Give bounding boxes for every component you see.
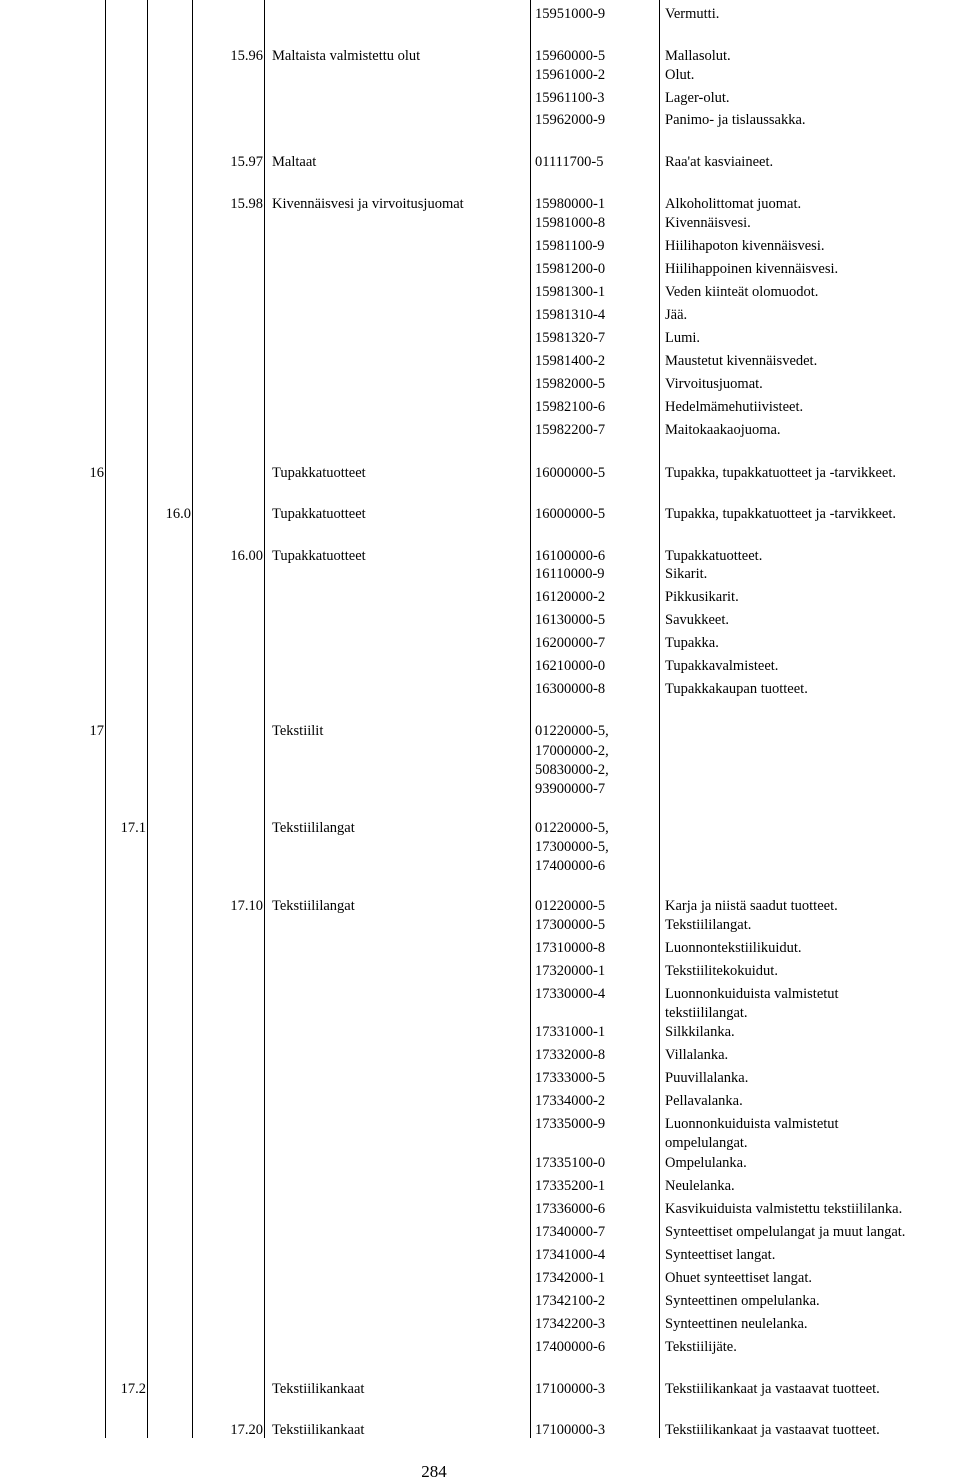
- cpv-code: 15981200-0: [535, 261, 606, 277]
- table-row: [0, 374, 960, 394]
- table-row: [0, 984, 960, 1004]
- cpv-description: Pikkusikarit.: [665, 589, 739, 605]
- table-row: [0, 305, 960, 325]
- section-number: 16.0: [165, 506, 191, 522]
- cpv-code: 15981300-1: [535, 284, 606, 300]
- cpv-code: 17342100-2: [535, 1293, 606, 1309]
- cpv-code: 17336000-6: [535, 1201, 606, 1217]
- cpv-description: Synteettinen neulelanka.: [665, 1316, 808, 1332]
- cpv-description: Tupakka, tupakkatuotteet ja -tarvikkeet.: [665, 465, 896, 481]
- cpv-description: Luonnontekstiilikuidut.: [665, 940, 802, 956]
- table-row: [0, 1114, 960, 1134]
- cpv-description: Maustetut kivennäisvedet.: [665, 353, 818, 369]
- cpv-code: 15961100-3: [535, 90, 605, 106]
- table-row: [0, 328, 960, 348]
- cpv-code: 16300000-8: [535, 681, 606, 697]
- table-row: [0, 213, 960, 233]
- table-row: [0, 1068, 960, 1088]
- cpv-code: 15982000-5: [535, 376, 606, 392]
- table-row: [0, 656, 960, 676]
- table-row: [0, 587, 960, 607]
- table-row: [0, 1245, 960, 1265]
- cpv-description: Virvoitusjuomat.: [665, 376, 763, 392]
- cpv-code: 16110000-9: [535, 566, 605, 582]
- cpv-description: Olut.: [665, 67, 695, 83]
- cpv-code: 15981000-8: [535, 215, 606, 231]
- table-row: [0, 504, 960, 524]
- cpv-code: 17300000-5: [535, 917, 606, 933]
- table-row: [0, 194, 960, 214]
- table-row: [0, 1222, 960, 1242]
- cpv-code: 01220000-5,: [535, 820, 609, 836]
- cpv-code: 16130000-5: [535, 612, 606, 628]
- cpv-description: Kasvikuiduista valmistettu tekstiililanka.: [665, 1201, 903, 1217]
- cpv-code: 17330000-4: [535, 986, 606, 1002]
- cpv-code: 17335000-9: [535, 1116, 606, 1132]
- cpv-code: 17335100-0: [535, 1155, 606, 1171]
- cpv-code: 17100000-3: [535, 1381, 606, 1397]
- table-row: [0, 1268, 960, 1288]
- table-row: [0, 741, 960, 761]
- cpv-code: 15982100-6: [535, 399, 606, 415]
- table-row: [0, 760, 960, 780]
- cpv-description: Lumi.: [665, 330, 701, 346]
- cpv-description: tekstiililangat.: [665, 1005, 748, 1021]
- cpv-code: 15980000-1: [535, 196, 606, 212]
- table-row: [0, 1379, 960, 1399]
- cpv-description: Ompelulanka.: [665, 1155, 747, 1171]
- table-row: [0, 351, 960, 371]
- cpv-description: Hiilihapoton kivennäisvesi.: [665, 238, 825, 254]
- table-row: [0, 1153, 960, 1173]
- cpv-code: 16000000-5: [535, 506, 606, 522]
- cpv-description: Tupakka.: [665, 635, 719, 651]
- cpv-code: 01111700-5: [535, 154, 604, 170]
- cpv-code: 15951000-9: [535, 6, 606, 22]
- cpv-description: ompelulangat.: [665, 1135, 748, 1151]
- cpv-code: 17341000-4: [535, 1247, 606, 1263]
- table-row: [0, 1420, 960, 1440]
- section-title: Tekstiilit: [272, 723, 324, 739]
- section-title: Tekstiililangat: [272, 898, 355, 914]
- cpv-description: Tekstiilikankaat ja vastaavat tuotteet.: [665, 1422, 880, 1438]
- section-title: Tekstiilikankaat: [272, 1422, 365, 1438]
- cpv-description: Hedelmämehutiivisteet.: [665, 399, 804, 415]
- cpv-code: 17340000-7: [535, 1224, 606, 1240]
- cpv-description: Ohuet synteettiset langat.: [665, 1270, 812, 1286]
- cpv-code: 17333000-5: [535, 1070, 606, 1086]
- cpv-code: 15981400-2: [535, 353, 606, 369]
- section-number: 15.98: [230, 196, 263, 212]
- cpv-description: Synteettiset langat.: [665, 1247, 776, 1263]
- table-row: [0, 1022, 960, 1042]
- cpv-code: 17331000-1: [535, 1024, 606, 1040]
- cpv-code: 17400000-6: [535, 858, 606, 874]
- cpv-code: 15962000-9: [535, 112, 606, 128]
- cpv-code: 01220000-5,: [535, 723, 609, 739]
- table-row: [0, 1091, 960, 1111]
- section-title: Maltaat: [272, 154, 317, 170]
- table-row: [0, 236, 960, 256]
- section-number: 15.96: [230, 48, 263, 64]
- table-row: [0, 564, 960, 584]
- cpv-code: 01220000-5: [535, 898, 606, 914]
- cpv-description: Puuvillalanka.: [665, 1070, 749, 1086]
- table-row: [0, 837, 960, 857]
- table-row: [0, 110, 960, 130]
- table-row: [0, 961, 960, 981]
- table-row: [0, 1199, 960, 1219]
- section-number: 16: [89, 465, 104, 481]
- cpv-description: Tekstiilijäte.: [665, 1339, 737, 1355]
- table-row: [0, 633, 960, 653]
- cpv-description: Savukkeet.: [665, 612, 730, 628]
- table-row: [0, 721, 960, 741]
- table-row: [0, 463, 960, 483]
- cpv-code: 17320000-1: [535, 963, 606, 979]
- table-row: [0, 4, 960, 24]
- cpv-description: Vermutti.: [665, 6, 720, 22]
- section-number: 15.97: [230, 154, 263, 170]
- table-row: [0, 88, 960, 108]
- table-row: [0, 818, 960, 838]
- cpv-description: Tekstiilikankaat ja vastaavat tuotteet.: [665, 1381, 880, 1397]
- section-title: Tupakkatuotteet: [272, 548, 366, 564]
- cpv-code: 16200000-7: [535, 635, 606, 651]
- table-row: [0, 779, 960, 799]
- cpv-description: Synteettinen ompelulanka.: [665, 1293, 820, 1309]
- cpv-code: 93900000-7: [535, 781, 606, 797]
- cpv-description: Jää.: [665, 307, 688, 323]
- table-row: [0, 397, 960, 417]
- cpv-description: Sikarit.: [665, 566, 708, 582]
- cpv-description: Mallasolut.: [665, 48, 731, 64]
- cpv-description: Tupakkakaupan tuotteet.: [665, 681, 808, 697]
- cpv-description: Tekstiilitekokuidut.: [665, 963, 778, 979]
- cpv-code: 17332000-8: [535, 1047, 606, 1063]
- cpv-code: 15961000-2: [535, 67, 606, 83]
- table-row: [0, 1133, 960, 1153]
- table-row: [0, 546, 960, 566]
- cpv-description: Luonnonkuiduista valmistetut: [665, 986, 839, 1002]
- table-row: [0, 420, 960, 440]
- cpv-description: Tupakkatuotteet.: [665, 548, 763, 564]
- cpv-code: 16210000-0: [535, 658, 606, 674]
- table-row: [0, 915, 960, 935]
- table-row: [0, 259, 960, 279]
- cpv-code: 15960000-5: [535, 48, 606, 64]
- cpv-code: 15982200-7: [535, 422, 606, 438]
- cpv-code: 17000000-2,: [535, 743, 609, 759]
- table-row: [0, 1337, 960, 1357]
- table-row: [0, 856, 960, 876]
- cpv-description: Pellavalanka.: [665, 1093, 743, 1109]
- cpv-code: 17100000-3: [535, 1422, 606, 1438]
- cpv-description: Tupakka, tupakkatuotteet ja -tarvikkeet.: [665, 506, 896, 522]
- cpv-code: 17310000-8: [535, 940, 606, 956]
- cpv-code: 17400000-6: [535, 1339, 606, 1355]
- cpv-description: Maitokaakaojuoma.: [665, 422, 781, 438]
- section-number: 17: [89, 723, 104, 739]
- cpv-code: 17342000-1: [535, 1270, 606, 1286]
- cpv-description: Hiilihappoinen kivennäisvesi.: [665, 261, 839, 277]
- cpv-code: 16120000-2: [535, 589, 606, 605]
- table-row: [0, 1176, 960, 1196]
- cpv-description: Tupakkavalmisteet.: [665, 658, 779, 674]
- section-number: 17.10: [230, 898, 263, 914]
- cpv-code: 17300000-5,: [535, 839, 609, 855]
- section-number: 17.2: [120, 1381, 146, 1397]
- cpv-code: 16100000-6: [535, 548, 606, 564]
- table-row: [0, 938, 960, 958]
- table-row: [0, 1003, 960, 1023]
- section-title: Tekstiililangat: [272, 820, 355, 836]
- table-row: [0, 46, 960, 66]
- cpv-description: Raa'at kasviaineet.: [665, 154, 774, 170]
- cpv-code: 16000000-5: [535, 465, 606, 481]
- table-row: [0, 282, 960, 302]
- cpv-description: Kivennäisvesi.: [665, 215, 751, 231]
- table-row: [0, 896, 960, 916]
- cpv-description: Alkoholittomat juomat.: [665, 196, 802, 212]
- cpv-description: Villalanka.: [665, 1047, 729, 1063]
- cpv-code: 17342200-3: [535, 1316, 606, 1332]
- cpv-code: 17334000-2: [535, 1093, 606, 1109]
- page-number: 284: [421, 1462, 447, 1481]
- table-row: [0, 65, 960, 85]
- section-number: 17.20: [230, 1422, 263, 1438]
- cpv-description: Karja ja niistä saadut tuotteet.: [665, 898, 838, 914]
- cpv-code: 15981310-4: [535, 307, 606, 323]
- cpv-description: Lager-olut.: [665, 90, 730, 106]
- cpv-code: 15981320-7: [535, 330, 606, 346]
- cpv-description: Panimo- ja tislaussakka.: [665, 112, 806, 128]
- cpv-description: Veden kiinteät olomuodot.: [665, 284, 819, 300]
- cpv-code: 17335200-1: [535, 1178, 606, 1194]
- section-title: Tupakkatuotteet: [272, 506, 366, 522]
- section-title: Tupakkatuotteet: [272, 465, 366, 481]
- section-number: 16.00: [230, 548, 263, 564]
- cpv-description: Synteettiset ompelulangat ja muut langat.: [665, 1224, 906, 1240]
- section-title: Maltaista valmistettu olut: [272, 48, 421, 64]
- cpv-description: Luonnonkuiduista valmistetut: [665, 1116, 839, 1132]
- table-row: [0, 152, 960, 172]
- cpv-description: Neulelanka.: [665, 1178, 735, 1194]
- section-number: 17.1: [120, 820, 146, 836]
- table-row: [0, 1314, 960, 1334]
- cpv-code: 15981100-9: [535, 238, 605, 254]
- section-title: Kivennäisvesi ja virvoitusjuomat: [272, 196, 464, 212]
- table-row: [0, 1045, 960, 1065]
- table-row: [0, 610, 960, 630]
- cpv-code: 50830000-2,: [535, 762, 609, 778]
- table-row: [0, 1291, 960, 1311]
- cpv-description: Tekstiililangat.: [665, 917, 752, 933]
- section-title: Tekstiilikankaat: [272, 1381, 365, 1397]
- table-row: [0, 679, 960, 699]
- cpv-description: Silkkilanka.: [665, 1024, 735, 1040]
